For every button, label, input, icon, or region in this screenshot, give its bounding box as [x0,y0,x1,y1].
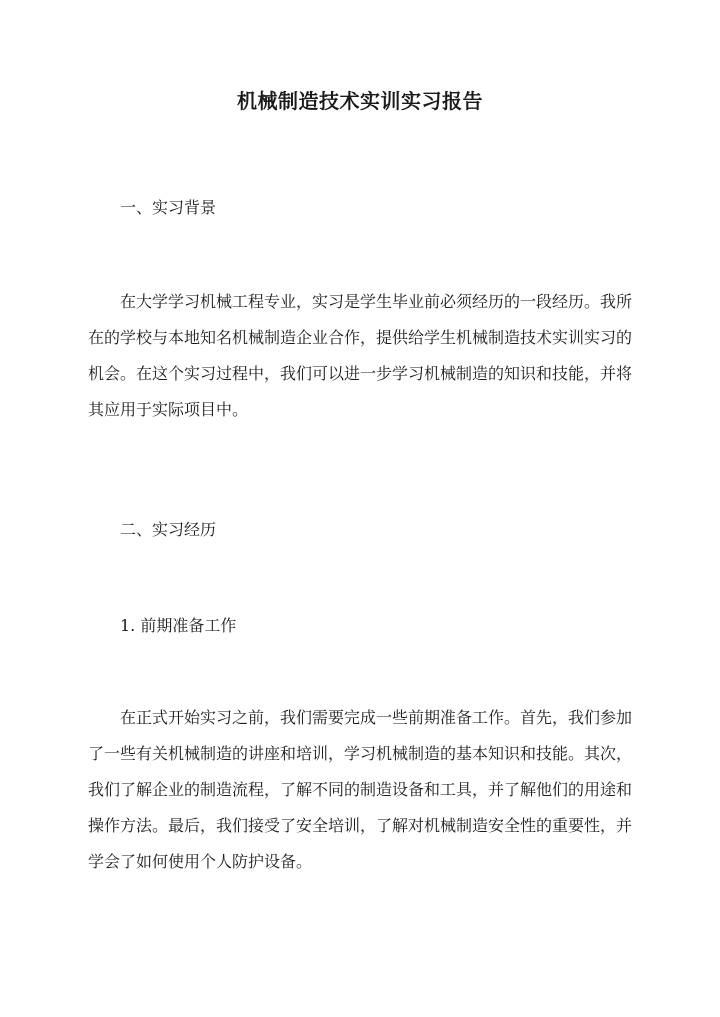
paragraph-background: 在大学学习机械工程专业，实习是学生毕业前必须经历的一段经历。我所在的学校与本地知名机械制造企业合作，提供给学生机械制造技术实训实习的机会。在这个实习过程中，我们可以进一步学习机械制造的知识和技能，并将其应用于实际项目中。 [88,292,633,419]
paragraph-preparation: 在正式开始实习之前，我们需要完成一些前期准备工作。首先，我们参加了一些有关机械制造的讲座和培训，学习机械制造的基本知识和技能。其次，我们了解企业的制造流程，了解不同的制造设备和工具，并了解他们的用途和操作方法。最后，我们接受了安全培训，了解对机械制造安全性的重要性，并学会了如何使用个人防护设备。 [88,708,633,871]
subsection-heading-preparation: 1. 前期准备工作 [120,616,237,635]
document-title: 机械制造技术实训实习报告 [237,89,483,113]
section-heading-experience: 二、实习经历 [120,520,217,539]
section-heading-background: 一、实习背景 [120,198,217,217]
